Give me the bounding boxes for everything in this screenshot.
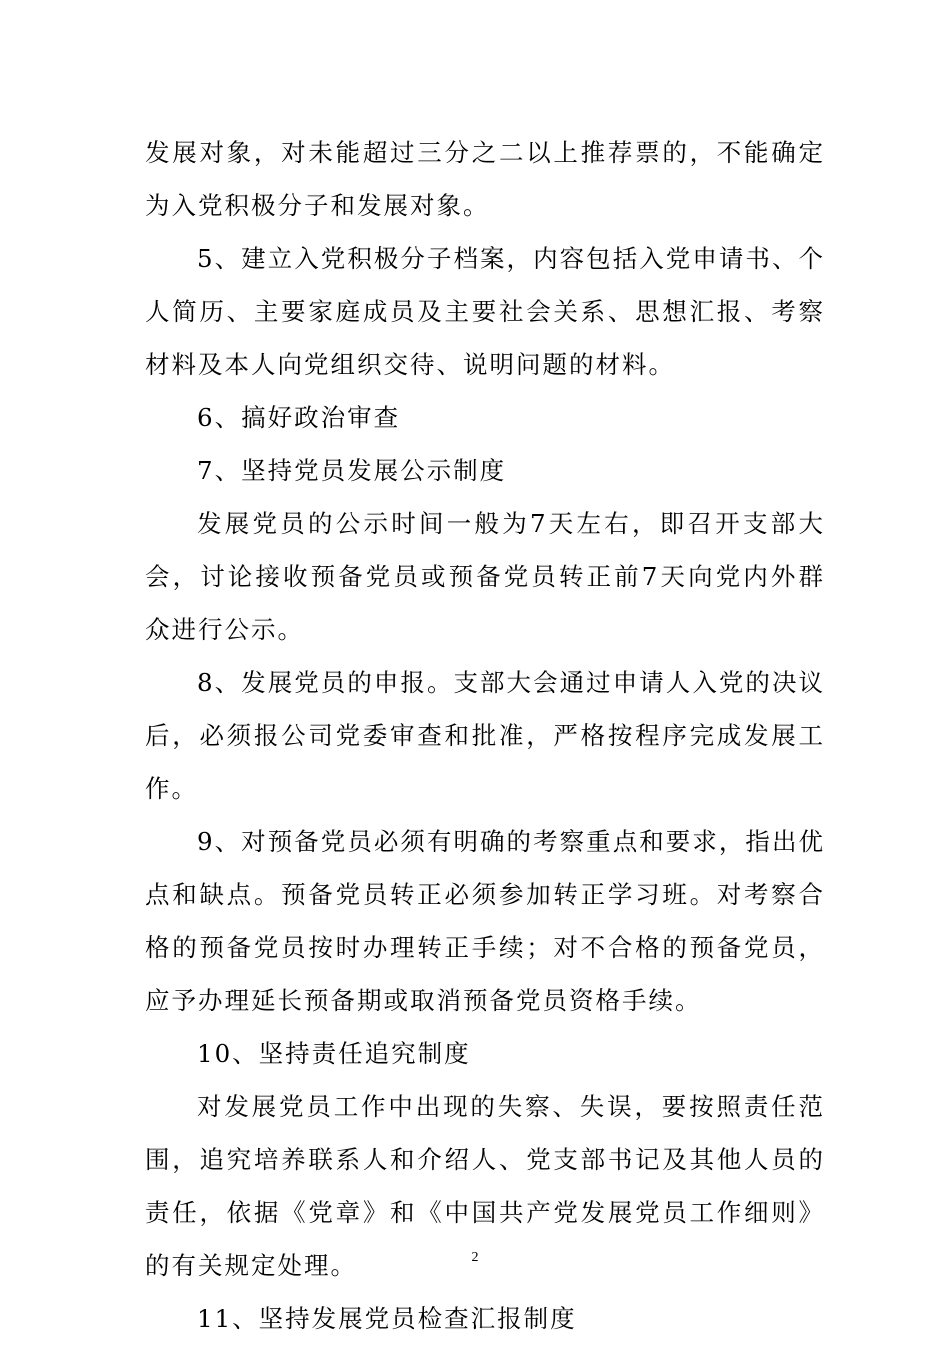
paragraph-item-8: 8、发展党员的申报。支部大会通过申请人入党的决议后，必须报公司党委审查和批准，严格按程序完成发展工作。 xyxy=(145,668,825,803)
paragraph-item-9: 9、对预备党员必须有明确的考察重点和要求，指出优点和缺点。预备党员转正必须参加转正学习班。对考察合格的预备党员按时办理转正手续；对不合格的预备党员，应予办理延长预备期或取消预备党员资格手续。 xyxy=(145,827,825,1015)
page-number: 2 xyxy=(471,1250,479,1265)
paragraph-item-11: 11、坚持发展党员检查汇报制度 xyxy=(197,1304,577,1333)
paragraph-item-5: 5、建立入党积极分子档案，内容包括入党申请书、个人简历、主要家庭成员及主要社会关系、思想汇报、考察材料及本人向党组织交待、说明问题的材料。 xyxy=(145,244,825,379)
paragraph-item-6: 6、搞好政治审查 xyxy=(197,403,401,432)
paragraph-item-7: 7、坚持党员发展公示制度 xyxy=(197,456,507,485)
paragraph-accountability: 对发展党员工作中出现的失察、失误，要按照责任范围，追究培养联系人和介绍人、党支部书记及其他人员的责任，依据《党章》和《中国共产党发展党员工作细则》的有关规定处理。 xyxy=(145,1092,825,1280)
paragraph-item-10: 10、坚持责任追究制度 xyxy=(197,1039,471,1068)
document-body xyxy=(145,126,825,1345)
paragraph-continued: 发展对象，对未能超过三分之二以上推荐票的，不能确定为入党积极分子和发展对象。 xyxy=(145,138,825,220)
paragraph-publicity: 发展党员的公示时间一般为7天左右，即召开支部大会，讨论接收预备党员或预备党员转正前7天向党内外群众进行公示。 xyxy=(145,509,825,644)
